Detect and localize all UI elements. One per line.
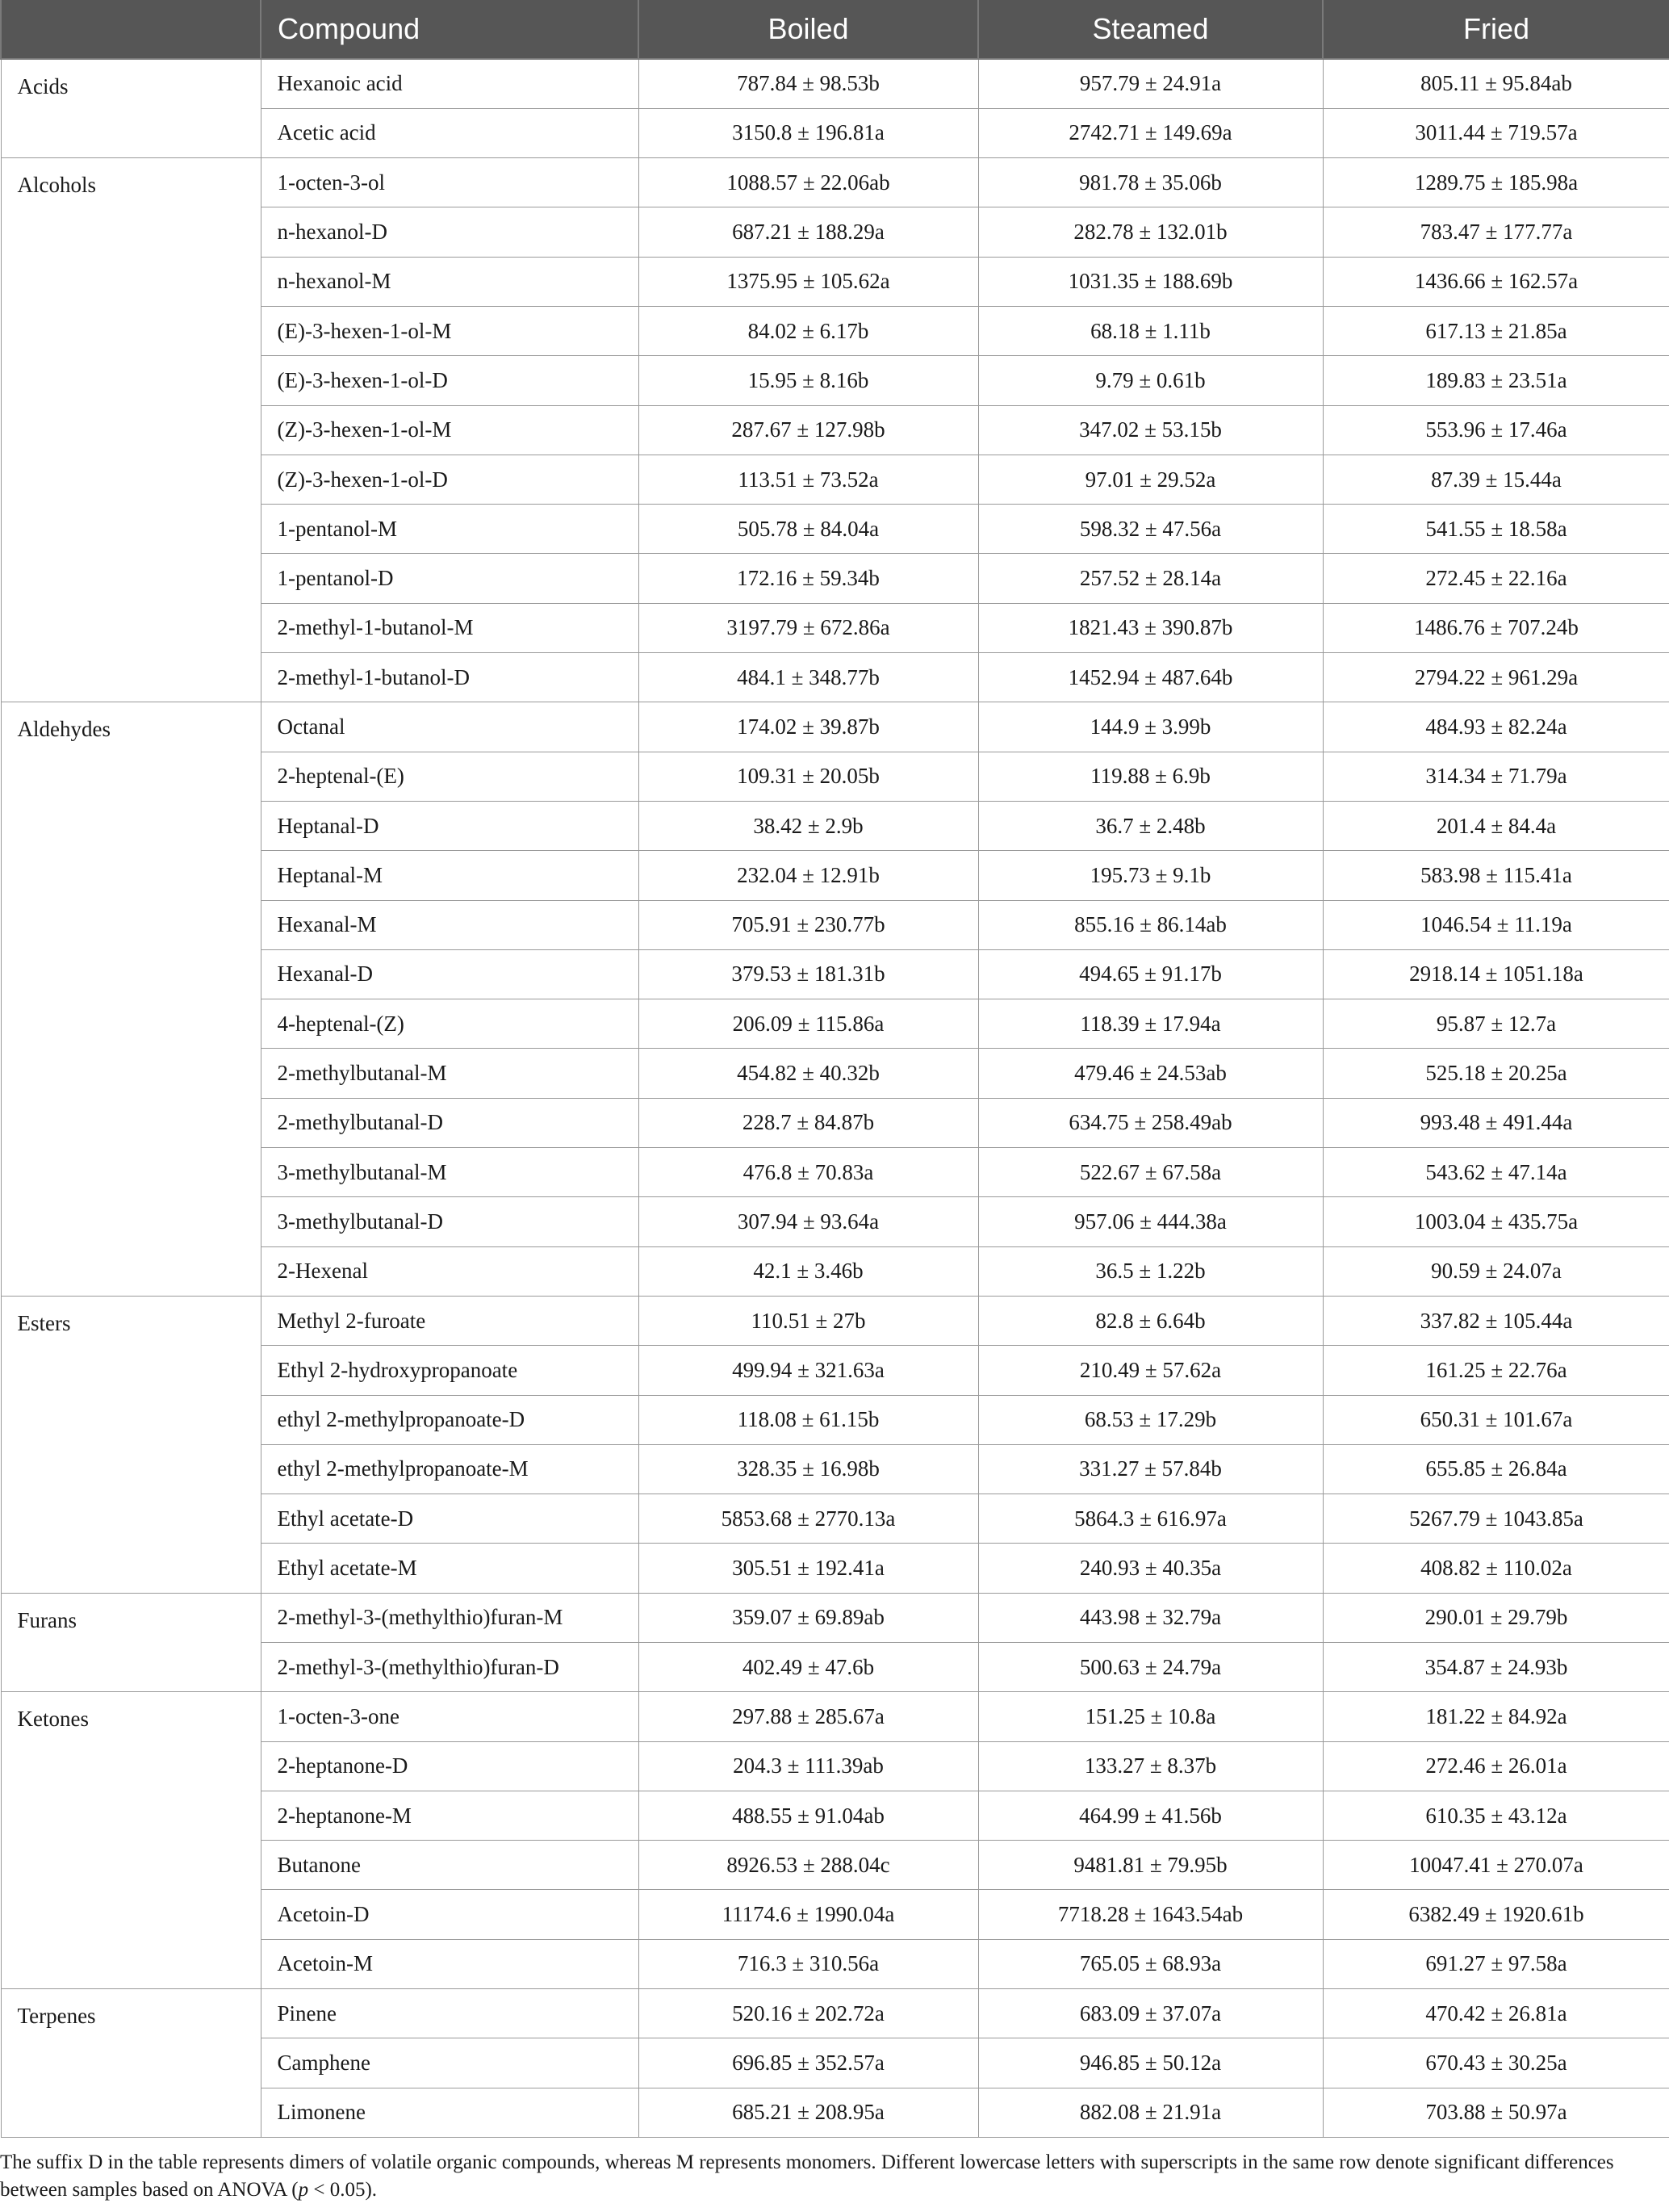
footnote-text-end: < 0.05). <box>308 2179 378 2201</box>
compound-cell: Ethyl acetate-D <box>261 1494 638 1544</box>
compound-cell: Octanal <box>261 702 638 752</box>
fried-cell: 2794.22 ± 961.29a <box>1323 653 1669 702</box>
header-compound: Compound <box>261 0 638 59</box>
boiled-cell: 359.07 ± 69.89ab <box>638 1593 978 1642</box>
table-row <box>1 1692 1669 1741</box>
compound-cell: ethyl 2-methylpropanoate-D <box>261 1395 638 1444</box>
steamed-cell: 82.8 ± 6.64b <box>978 1296 1323 1345</box>
compound-cell: 1-octen-3-one <box>261 1692 638 1741</box>
fried-cell: 201.4 ± 84.4a <box>1323 801 1669 850</box>
boiled-cell: 287.67 ± 127.98b <box>638 405 978 455</box>
fried-cell: 610.35 ± 43.12a <box>1323 1791 1669 1840</box>
boiled-cell: 113.51 ± 73.52a <box>638 455 978 504</box>
compound-cell: 2-heptenal-(E) <box>261 752 638 801</box>
compound-cell: 1-octen-3-ol <box>261 158 638 207</box>
steamed-cell: 5864.3 ± 616.97a <box>978 1494 1323 1544</box>
table-body <box>1 59 1669 2137</box>
boiled-cell: 488.55 ± 91.04ab <box>638 1791 978 1840</box>
compound-cell: Ethyl 2-hydroxypropanoate <box>261 1346 638 1395</box>
steamed-cell: 683.09 ± 37.07a <box>978 1989 1323 2038</box>
compound-cell: 2-methyl-3-(methylthio)furan-D <box>261 1643 638 1692</box>
steamed-cell: 464.99 ± 41.56b <box>978 1791 1323 1840</box>
fried-cell: 470.42 ± 26.81a <box>1323 1989 1669 2038</box>
table-footnote <box>0 2149 1638 2204</box>
footnote-text: The suffix D in the table represents dimers of volatile organic compounds, whereas M represents monomers. Different lowercase letters with superscripts in the same row denote significant differences between samples based on ANOVA ( <box>0 2151 1614 2201</box>
steamed-cell: 981.78 ± 35.06b <box>978 158 1323 207</box>
steamed-cell: 119.88 ± 6.9b <box>978 752 1323 801</box>
compound-cell: n-hexanol-M <box>261 257 638 306</box>
table-row <box>1 59 1669 108</box>
table-row <box>1 702 1669 752</box>
boiled-cell: 174.02 ± 39.87b <box>638 702 978 752</box>
compound-cell: Camphene <box>261 2038 638 2088</box>
steamed-cell: 282.78 ± 132.01b <box>978 207 1323 257</box>
boiled-cell: 687.21 ± 188.29a <box>638 207 978 257</box>
compound-cell: 1-pentanol-M <box>261 505 638 554</box>
steamed-cell: 240.93 ± 40.35a <box>978 1544 1323 1593</box>
compound-cell: 3-methylbutanal-D <box>261 1197 638 1246</box>
compound-cell: Heptanal-D <box>261 801 638 850</box>
boiled-cell: 476.8 ± 70.83a <box>638 1148 978 1197</box>
fried-cell: 2918.14 ± 1051.18a <box>1323 949 1669 999</box>
fried-cell: 655.85 ± 26.84a <box>1323 1444 1669 1494</box>
fried-cell: 3011.44 ± 719.57a <box>1323 108 1669 157</box>
steamed-cell: 9.79 ± 0.61b <box>978 356 1323 405</box>
boiled-cell: 11174.6 ± 1990.04a <box>638 1890 978 1939</box>
boiled-cell: 118.08 ± 61.15b <box>638 1395 978 1444</box>
boiled-cell: 84.02 ± 6.17b <box>638 306 978 355</box>
fried-cell: 90.59 ± 24.07a <box>1323 1246 1669 1296</box>
boiled-cell: 307.94 ± 93.64a <box>638 1197 978 1246</box>
category-cell: Terpenes <box>1 1989 261 2138</box>
compound-cell: 4-heptenal-(Z) <box>261 999 638 1049</box>
boiled-cell: 109.31 ± 20.05b <box>638 752 978 801</box>
category-cell: Furans <box>1 1593 261 1692</box>
boiled-cell: 505.78 ± 84.04a <box>638 505 978 554</box>
compound-cell: Hexanoic acid <box>261 59 638 108</box>
boiled-cell: 685.21 ± 208.95a <box>638 2088 978 2137</box>
steamed-cell: 634.75 ± 258.49ab <box>978 1098 1323 1147</box>
steamed-cell: 957.79 ± 24.91a <box>978 59 1323 108</box>
fried-cell: 10047.41 ± 270.07a <box>1323 1841 1669 1890</box>
compound-cell: (E)-3-hexen-1-ol-M <box>261 306 638 355</box>
compound-cell: 3-methylbutanal-M <box>261 1148 638 1197</box>
boiled-cell: 8926.53 ± 288.04c <box>638 1841 978 1890</box>
steamed-cell: 2742.71 ± 149.69a <box>978 108 1323 157</box>
category-cell: Ketones <box>1 1692 261 1989</box>
boiled-cell: 328.35 ± 16.98b <box>638 1444 978 1494</box>
category-cell: Acids <box>1 59 261 158</box>
compound-cell: ethyl 2-methylpropanoate-M <box>261 1444 638 1494</box>
boiled-cell: 206.09 ± 115.86a <box>638 999 978 1049</box>
fried-cell: 314.34 ± 71.79a <box>1323 752 1669 801</box>
boiled-cell: 110.51 ± 27b <box>638 1296 978 1345</box>
compound-cell: Ethyl acetate-M <box>261 1544 638 1593</box>
compound-cell: n-hexanol-D <box>261 207 638 257</box>
header-fried: Fried <box>1323 0 1669 59</box>
boiled-cell: 454.82 ± 40.32b <box>638 1049 978 1098</box>
compound-cell: 2-methyl-1-butanol-M <box>261 603 638 652</box>
fried-cell: 783.47 ± 177.77a <box>1323 207 1669 257</box>
boiled-cell: 379.53 ± 181.31b <box>638 949 978 999</box>
compound-cell: 2-heptanone-M <box>261 1791 638 1840</box>
boiled-cell: 5853.68 ± 2770.13a <box>638 1494 978 1544</box>
boiled-cell: 499.94 ± 321.63a <box>638 1346 978 1395</box>
fried-cell: 617.13 ± 21.85a <box>1323 306 1669 355</box>
boiled-cell: 520.16 ± 202.72a <box>638 1989 978 2038</box>
boiled-cell: 42.1 ± 3.46b <box>638 1246 978 1296</box>
compound-cell: (E)-3-hexen-1-ol-D <box>261 356 638 405</box>
compound-cell: (Z)-3-hexen-1-ol-M <box>261 405 638 455</box>
compound-cell: Heptanal-M <box>261 851 638 900</box>
boiled-cell: 172.16 ± 59.34b <box>638 554 978 603</box>
steamed-cell: 479.46 ± 24.53ab <box>978 1049 1323 1098</box>
fried-cell: 1003.04 ± 435.75a <box>1323 1197 1669 1246</box>
table-row <box>1 1593 1669 1642</box>
fried-cell: 272.45 ± 22.16a <box>1323 554 1669 603</box>
compound-cell: Methyl 2-furoate <box>261 1296 638 1345</box>
boiled-cell: 38.42 ± 2.9b <box>638 801 978 850</box>
steamed-cell: 957.06 ± 444.38a <box>978 1197 1323 1246</box>
steamed-cell: 133.27 ± 8.37b <box>978 1741 1323 1791</box>
boiled-cell: 402.49 ± 47.6b <box>638 1643 978 1692</box>
steamed-cell: 144.9 ± 3.99b <box>978 702 1323 752</box>
compound-cell: Limonene <box>261 2088 638 2137</box>
compound-cell: 2-methylbutanal-D <box>261 1098 638 1147</box>
fried-cell: 703.88 ± 50.97a <box>1323 2088 1669 2137</box>
compound-cell: Acetoin-D <box>261 1890 638 1939</box>
steamed-cell: 151.25 ± 10.8a <box>978 1692 1323 1741</box>
steamed-cell: 1821.43 ± 390.87b <box>978 603 1323 652</box>
steamed-cell: 598.32 ± 47.56a <box>978 505 1323 554</box>
steamed-cell: 36.7 ± 2.48b <box>978 801 1323 850</box>
fried-cell: 553.96 ± 17.46a <box>1323 405 1669 455</box>
compound-cell: Hexanal-M <box>261 900 638 949</box>
fried-cell: 805.11 ± 95.84ab <box>1323 59 1669 108</box>
boiled-cell: 696.85 ± 352.57a <box>638 2038 978 2088</box>
compound-cell: 2-methyl-3-(methylthio)furan-M <box>261 1593 638 1642</box>
boiled-cell: 305.51 ± 192.41a <box>638 1544 978 1593</box>
boiled-cell: 228.7 ± 84.87b <box>638 1098 978 1147</box>
fried-cell: 181.22 ± 84.92a <box>1323 1692 1669 1741</box>
table-row <box>1 1296 1669 1345</box>
category-cell: Alcohols <box>1 158 261 702</box>
steamed-cell: 36.5 ± 1.22b <box>978 1246 1323 1296</box>
steamed-cell: 195.73 ± 9.1b <box>978 851 1323 900</box>
steamed-cell: 210.49 ± 57.62a <box>978 1346 1323 1395</box>
steamed-cell: 1031.35 ± 188.69b <box>978 257 1323 306</box>
steamed-cell: 347.02 ± 53.15b <box>978 405 1323 455</box>
fried-cell: 290.01 ± 29.79b <box>1323 1593 1669 1642</box>
boiled-cell: 3150.8 ± 196.81a <box>638 108 978 157</box>
fried-cell: 272.46 ± 26.01a <box>1323 1741 1669 1791</box>
compound-cell: 2-Hexenal <box>261 1246 638 1296</box>
fried-cell: 993.48 ± 491.44a <box>1323 1098 1669 1147</box>
table-row <box>1 1989 1669 2038</box>
fried-cell: 5267.79 ± 1043.85a <box>1323 1494 1669 1544</box>
boiled-cell: 716.3 ± 310.56a <box>638 1939 978 1988</box>
fried-cell: 525.18 ± 20.25a <box>1323 1049 1669 1098</box>
fried-cell: 1046.54 ± 11.19a <box>1323 900 1669 949</box>
boiled-cell: 3197.79 ± 672.86a <box>638 603 978 652</box>
boiled-cell: 297.88 ± 285.67a <box>638 1692 978 1741</box>
compound-cell: Hexanal-D <box>261 949 638 999</box>
steamed-cell: 1452.94 ± 487.64b <box>978 653 1323 702</box>
steamed-cell: 443.98 ± 32.79a <box>978 1593 1323 1642</box>
fried-cell: 408.82 ± 110.02a <box>1323 1544 1669 1593</box>
table-header-row <box>1 0 1669 59</box>
table-row <box>1 158 1669 207</box>
steamed-cell: 331.27 ± 57.84b <box>978 1444 1323 1494</box>
steamed-cell: 118.39 ± 17.94a <box>978 999 1323 1049</box>
steamed-cell: 7718.28 ± 1643.54ab <box>978 1890 1323 1939</box>
fried-cell: 484.93 ± 82.24a <box>1323 702 1669 752</box>
boiled-cell: 1088.57 ± 22.06ab <box>638 158 978 207</box>
steamed-cell: 494.65 ± 91.17b <box>978 949 1323 999</box>
steamed-cell: 9481.81 ± 79.95b <box>978 1841 1323 1890</box>
steamed-cell: 500.63 ± 24.79a <box>978 1643 1323 1692</box>
fried-cell: 583.98 ± 115.41a <box>1323 851 1669 900</box>
fried-cell: 691.27 ± 97.58a <box>1323 1939 1669 1988</box>
steamed-cell: 882.08 ± 21.91a <box>978 2088 1323 2137</box>
fried-cell: 337.82 ± 105.44a <box>1323 1296 1669 1345</box>
fried-cell: 189.83 ± 23.51a <box>1323 356 1669 405</box>
fried-cell: 541.55 ± 18.58a <box>1323 505 1669 554</box>
category-cell: Esters <box>1 1296 261 1593</box>
steamed-cell: 257.52 ± 28.14a <box>978 554 1323 603</box>
steamed-cell: 946.85 ± 50.12a <box>978 2038 1323 2088</box>
boiled-cell: 15.95 ± 8.16b <box>638 356 978 405</box>
fried-cell: 6382.49 ± 1920.61b <box>1323 1890 1669 1939</box>
compound-cell: Butanone <box>261 1841 638 1890</box>
fried-cell: 354.87 ± 24.93b <box>1323 1643 1669 1692</box>
header-steamed: Steamed <box>978 0 1323 59</box>
compound-cell: 2-methyl-1-butanol-D <box>261 653 638 702</box>
compound-cell: Pinene <box>261 1989 638 2038</box>
fried-cell: 543.62 ± 47.14a <box>1323 1148 1669 1197</box>
boiled-cell: 705.91 ± 230.77b <box>638 900 978 949</box>
boiled-cell: 1375.95 ± 105.62a <box>638 257 978 306</box>
fried-cell: 670.43 ± 30.25a <box>1323 2038 1669 2088</box>
steamed-cell: 522.67 ± 67.58a <box>978 1148 1323 1197</box>
compound-cell: Acetoin-M <box>261 1939 638 1988</box>
compound-cell: (Z)-3-hexen-1-ol-D <box>261 455 638 504</box>
boiled-cell: 787.84 ± 98.53b <box>638 59 978 108</box>
fried-cell: 161.25 ± 22.76a <box>1323 1346 1669 1395</box>
fried-cell: 1486.76 ± 707.24b <box>1323 603 1669 652</box>
compound-cell: Acetic acid <box>261 108 638 157</box>
steamed-cell: 97.01 ± 29.52a <box>978 455 1323 504</box>
steamed-cell: 855.16 ± 86.14ab <box>978 900 1323 949</box>
fried-cell: 1436.66 ± 162.57a <box>1323 257 1669 306</box>
footnote-p-symbol: p <box>298 2179 309 2201</box>
boiled-cell: 484.1 ± 348.77b <box>638 653 978 702</box>
fried-cell: 1289.75 ± 185.98a <box>1323 158 1669 207</box>
compound-cell: 2-methylbutanal-M <box>261 1049 638 1098</box>
compound-cell: 1-pentanol-D <box>261 554 638 603</box>
header-category <box>1 0 261 59</box>
header-boiled: Boiled <box>638 0 978 59</box>
fried-cell: 650.31 ± 101.67a <box>1323 1395 1669 1444</box>
steamed-cell: 765.05 ± 68.93a <box>978 1939 1323 1988</box>
steamed-cell: 68.18 ± 1.11b <box>978 306 1323 355</box>
fried-cell: 87.39 ± 15.44a <box>1323 455 1669 504</box>
category-cell: Aldehydes <box>1 702 261 1297</box>
compound-cell: 2-heptanone-D <box>261 1741 638 1791</box>
boiled-cell: 232.04 ± 12.91b <box>638 851 978 900</box>
boiled-cell: 204.3 ± 111.39ab <box>638 1741 978 1791</box>
fried-cell: 95.87 ± 12.7a <box>1323 999 1669 1049</box>
steamed-cell: 68.53 ± 17.29b <box>978 1395 1323 1444</box>
